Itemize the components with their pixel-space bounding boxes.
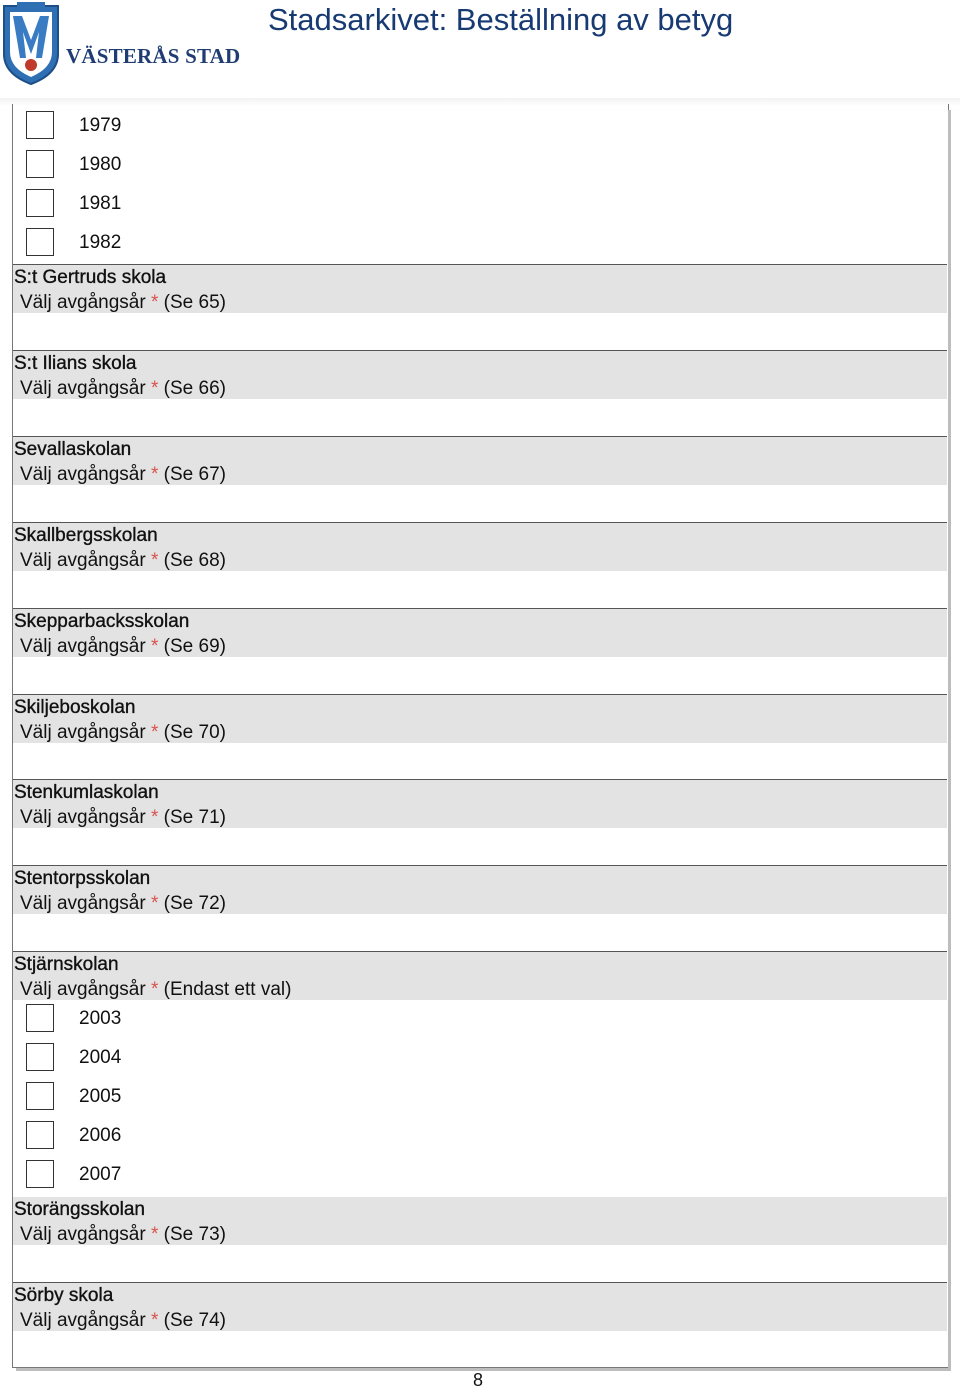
- required-marker: *: [150, 893, 159, 914]
- school-section: [13, 436, 947, 522]
- year-label: 1980: [79, 154, 122, 175]
- reference-hint: (Se 67): [163, 464, 226, 485]
- school-section: [13, 779, 947, 865]
- school-name: Sörby skola: [14, 1285, 114, 1306]
- year-label: 2004: [79, 1047, 122, 1068]
- frame-shadow-bottom: [16, 1368, 951, 1371]
- year-label: 1982: [79, 232, 122, 253]
- year-label: 2007: [79, 1164, 122, 1185]
- year-prompt: Välj avgångsår * (Se 68): [20, 550, 226, 571]
- school-section: [13, 264, 947, 350]
- year-prompt: Välj avgångsår * (Se 70): [20, 722, 226, 743]
- year-prompt: Välj avgångsår * (Se 67): [20, 464, 226, 485]
- year-prompt: Välj avgångsår * (Se 73): [20, 1224, 226, 1245]
- school-name: Skallbergsskolan: [14, 525, 158, 546]
- school-section: [13, 951, 947, 1037]
- page-header: [0, 0, 960, 100]
- vasteras-logo: [0, 2, 241, 86]
- required-marker: *: [150, 292, 159, 313]
- year-checkbox[interactable]: [26, 1082, 54, 1110]
- page-number: 8: [473, 1370, 484, 1390]
- school-name: Storängsskolan: [14, 1199, 145, 1220]
- school-section: [13, 522, 947, 608]
- school-section: [13, 608, 947, 694]
- required-marker: *: [150, 464, 159, 485]
- year-checkbox[interactable]: [26, 189, 54, 217]
- school-section: [13, 1196, 947, 1282]
- school-section: [13, 350, 947, 436]
- reference-hint: (Endast ett val): [163, 979, 292, 1000]
- year-checkbox[interactable]: [26, 111, 54, 139]
- school-section: [13, 1282, 947, 1368]
- school-name: S:t Ilians skola: [14, 353, 137, 374]
- reference-hint: (Se 70): [163, 722, 226, 743]
- required-marker: *: [150, 722, 159, 743]
- required-marker: *: [150, 807, 159, 828]
- year-checkbox[interactable]: [26, 228, 54, 256]
- reference-hint: (Se 74): [163, 1310, 226, 1331]
- required-marker: *: [150, 1310, 159, 1331]
- school-name: Stentorpsskolan: [14, 868, 151, 889]
- page-title: Stadsarkivet: Beställning av betyg: [268, 2, 734, 37]
- school-section: [13, 694, 947, 780]
- school-name: Stjärnskolan: [14, 954, 119, 975]
- year-prompt: Välj avgångsår * (Se 72): [20, 893, 226, 914]
- year-label: 2005: [79, 1086, 122, 1107]
- reference-hint: (Se 66): [163, 378, 226, 399]
- year-checkbox[interactable]: [26, 150, 54, 178]
- school-section: [13, 865, 947, 951]
- year-checkbox[interactable]: [26, 1121, 54, 1149]
- year-checkbox[interactable]: [26, 1043, 54, 1071]
- year-label: 2003: [79, 1008, 122, 1029]
- year-prompt: Välj avgångsår * (Se 65): [20, 292, 226, 313]
- frame-shadow-right: [948, 110, 951, 1370]
- year-label: 1979: [79, 115, 122, 136]
- reference-hint: (Se 73): [163, 1224, 226, 1245]
- school-name: Sevallaskolan: [14, 439, 132, 460]
- required-marker: *: [150, 378, 159, 399]
- reference-hint: (Se 71): [163, 807, 226, 828]
- reference-hint: (Se 65): [163, 292, 226, 313]
- year-prompt: Välj avgångsår * (Se 69): [20, 636, 226, 657]
- required-marker: *: [150, 1224, 159, 1245]
- school-name: Stenkumlaskolan: [14, 782, 159, 803]
- org-name: VÄSTERÅS STAD: [66, 44, 241, 68]
- required-marker: *: [150, 979, 159, 1000]
- year-checkbox[interactable]: [26, 1160, 54, 1188]
- school-name: Skiljeboskolan: [14, 697, 136, 718]
- required-marker: *: [150, 550, 159, 571]
- year-prompt: Välj avgångsår * (Endast ett val): [20, 979, 292, 1000]
- reference-hint: (Se 72): [163, 893, 226, 914]
- year-prompt: Välj avgångsår * (Se 74): [20, 1310, 226, 1331]
- reference-hint: (Se 68): [163, 550, 226, 571]
- year-label: 2006: [79, 1125, 122, 1146]
- coat-of-arms-icon: [0, 2, 62, 86]
- school-name: Skepparbacksskolan: [14, 611, 190, 632]
- year-label: 1981: [79, 193, 122, 214]
- year-prompt: Välj avgångsår * (Se 71): [20, 807, 226, 828]
- reference-hint: (Se 69): [163, 636, 226, 657]
- year-prompt: Välj avgångsår * (Se 66): [20, 378, 226, 399]
- required-marker: *: [150, 636, 159, 657]
- school-name: S:t Gertruds skola: [14, 267, 167, 288]
- year-checkbox[interactable]: [26, 1004, 54, 1032]
